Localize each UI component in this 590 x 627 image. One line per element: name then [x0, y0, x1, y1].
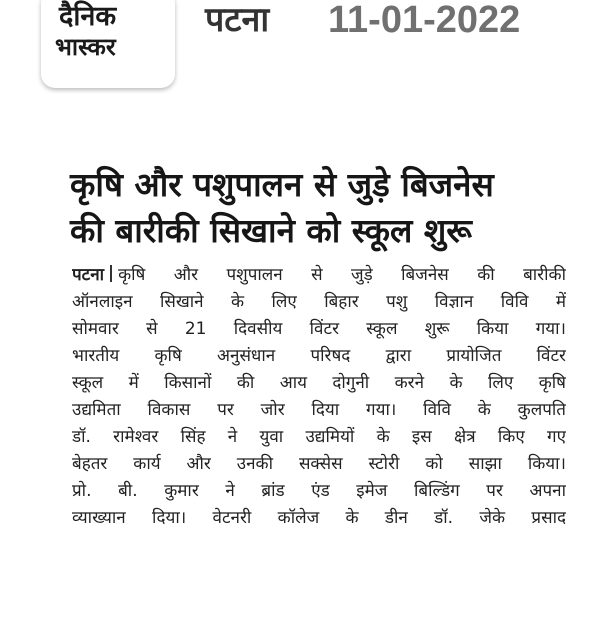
article-headline	[70, 162, 560, 254]
body-line-10: व्याख्यान दिया। वेटनरी कॉलेज के डीन डॉ. जेके प्रसाद	[72, 508, 566, 528]
logo-line-1: दैनिक	[59, 1, 117, 32]
body-line-3: सोमवार से 21 दिवसीय विंटर स्कूल शुरू किया गया।	[72, 319, 566, 339]
newspaper-logo	[41, 0, 175, 88]
body-line-7: डॉ. रामेश्वर सिंह ने युवा उद्यमियों के इस क्षेत्र किए गए	[72, 427, 566, 447]
body-line-1-text: कृषि और पशुपालन से जुड़े बिजनेस की बारीकी	[118, 265, 566, 285]
logo-line-2: भास्कर	[55, 33, 116, 61]
body-line-4: भारतीय कृषि अनुसंधान परिषद द्वारा प्रायोजित विंटर	[72, 346, 566, 366]
body-line-2: ऑनलाइन सिखाने के लिए बिहार पशु विज्ञान विवि में	[72, 292, 566, 312]
dateline-divider	[110, 265, 112, 282]
body-line-9: प्रो. बी. कुमार ने ब्रांड एंड इमेज बिल्डिंग पर अपना	[72, 481, 566, 501]
article-body	[72, 262, 566, 532]
body-line-8: बेहतर कार्य और उनकी सक्सेस स्टोरी को साझा किया।	[72, 454, 566, 474]
body-line-6: उद्यमिता विकास पर जोर दिया गया। विवि के कुलपति	[72, 400, 566, 420]
body-line-5: स्कूल में किसानों की आय दोगुनी करने के लिए कृषि	[72, 373, 566, 393]
edition-city: पटना	[205, 0, 270, 40]
news-clipping	[0, 100, 590, 627]
header-bar	[0, 0, 590, 95]
headline-line-2: की बारीकी सिखाने को स्कूल शुरू	[70, 211, 472, 250]
body-line-1	[72, 262, 566, 289]
edition-date: 11-01-2022	[328, 0, 521, 41]
dateline: पटना	[72, 265, 105, 285]
headline-line-1: कृषि और पशुपालन से जुड़े बिजनेस	[70, 165, 494, 204]
